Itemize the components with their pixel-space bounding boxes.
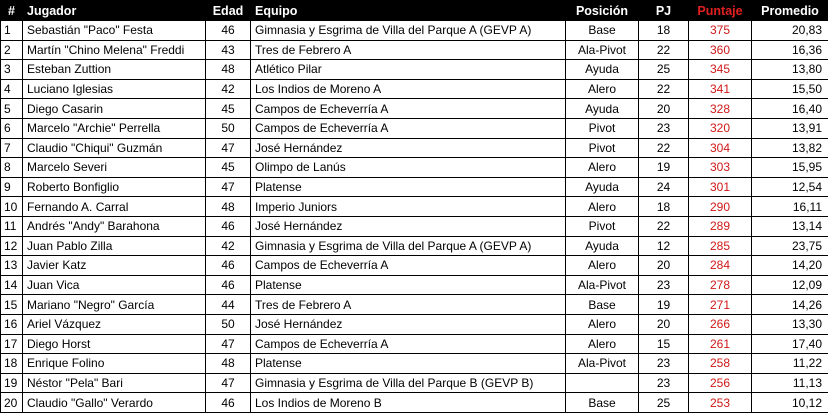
cell-average: 12,09 [752, 275, 828, 295]
header-average: Promedio [752, 1, 828, 21]
cell-games: 12 [639, 236, 689, 256]
table-row [1, 99, 828, 119]
table-row [1, 158, 828, 178]
cell-position: Base [566, 295, 639, 315]
cell-position: Ala-Pivot [566, 275, 639, 295]
cell-num: 11 [1, 216, 23, 236]
cell-team: Gimnasia y Esgrima de Villa del Parque A (GEVP A) [251, 21, 566, 41]
cell-games: 23 [639, 275, 689, 295]
cell-team: Los Indios de Moreno B [251, 393, 566, 413]
cell-games: 22 [639, 216, 689, 236]
cell-age: 44 [206, 295, 251, 315]
cell-player: Diego Casarin [23, 99, 206, 119]
cell-num: 18 [1, 354, 23, 374]
cell-average: 13,14 [752, 216, 828, 236]
cell-age: 46 [206, 21, 251, 41]
cell-average: 11,13 [752, 373, 828, 393]
cell-team: Campos de Echeverría A [251, 334, 566, 354]
cell-num: 19 [1, 373, 23, 393]
table-row [1, 275, 828, 295]
cell-average: 15,50 [752, 79, 828, 99]
cell-player: Néstor "Pela" Bari [23, 373, 206, 393]
cell-num: 10 [1, 197, 23, 217]
cell-points: 285 [689, 236, 752, 256]
cell-age: 48 [206, 197, 251, 217]
header-age: Edad [206, 1, 251, 21]
header-position: Posición [566, 1, 639, 21]
cell-position: Alero [566, 79, 639, 99]
cell-games: 15 [639, 334, 689, 354]
cell-player: Sebastián "Paco" Festa [23, 21, 206, 41]
cell-age: 45 [206, 158, 251, 178]
cell-position: Alero [566, 158, 639, 178]
cell-num: 13 [1, 256, 23, 276]
cell-player: Claudio "Gallo" Verardo [23, 393, 206, 413]
cell-num: 14 [1, 275, 23, 295]
cell-team: Gimnasia y Esgrima de Villa del Parque B (GEVP B) [251, 373, 566, 393]
cell-games: 20 [639, 256, 689, 276]
cell-player: Marcelo Severi [23, 158, 206, 178]
cell-points: 328 [689, 99, 752, 119]
cell-games: 24 [639, 177, 689, 197]
cell-num: 7 [1, 138, 23, 158]
table-row [1, 295, 828, 315]
table-row [1, 60, 828, 80]
cell-player: Diego Horst [23, 334, 206, 354]
cell-points: 345 [689, 60, 752, 80]
cell-player: Marcelo "Archie" Perrella [23, 118, 206, 138]
cell-age: 47 [206, 334, 251, 354]
table-row [1, 40, 828, 60]
header-row [1, 1, 828, 21]
cell-num: 6 [1, 118, 23, 138]
cell-player: Mariano "Negro" García [23, 295, 206, 315]
table-row [1, 373, 828, 393]
cell-position [566, 373, 639, 393]
cell-age: 46 [206, 275, 251, 295]
cell-points: 304 [689, 138, 752, 158]
cell-num: 17 [1, 334, 23, 354]
cell-average: 16,40 [752, 99, 828, 119]
cell-average: 12,54 [752, 177, 828, 197]
cell-average: 10,12 [752, 393, 828, 413]
cell-position: Ala-Pivot [566, 354, 639, 374]
cell-average: 13,91 [752, 118, 828, 138]
cell-num: 16 [1, 314, 23, 334]
cell-age: 47 [206, 373, 251, 393]
cell-age: 46 [206, 393, 251, 413]
cell-player: Juan Vica [23, 275, 206, 295]
cell-team: Atlético Pilar [251, 60, 566, 80]
table-row [1, 138, 828, 158]
header-points: Puntaje [689, 1, 752, 21]
cell-position: Alero [566, 334, 639, 354]
cell-points: 303 [689, 158, 752, 178]
cell-num: 2 [1, 40, 23, 60]
cell-team: Gimnasia y Esgrima de Villa del Parque A (GEVP A) [251, 236, 566, 256]
table-row [1, 118, 828, 138]
cell-games: 23 [639, 118, 689, 138]
header-num: # [1, 1, 23, 21]
cell-age: 50 [206, 118, 251, 138]
cell-average: 23,75 [752, 236, 828, 256]
cell-team: José Hernández [251, 216, 566, 236]
cell-points: 375 [689, 21, 752, 41]
cell-player: Juan Pablo Zilla [23, 236, 206, 256]
cell-age: 48 [206, 354, 251, 374]
cell-games: 20 [639, 314, 689, 334]
cell-age: 47 [206, 138, 251, 158]
cell-points: 360 [689, 40, 752, 60]
cell-position: Pivot [566, 216, 639, 236]
cell-num: 9 [1, 177, 23, 197]
cell-points: 289 [689, 216, 752, 236]
cell-player: Ariel Vázquez [23, 314, 206, 334]
cell-games: 23 [639, 373, 689, 393]
cell-team: Olimpo de Lanús [251, 158, 566, 178]
cell-player: Luciano Iglesias [23, 79, 206, 99]
header-team: Equipo [251, 1, 566, 21]
cell-games: 22 [639, 40, 689, 60]
cell-points: 290 [689, 197, 752, 217]
cell-points: 320 [689, 118, 752, 138]
cell-num: 15 [1, 295, 23, 315]
cell-team: Imperio Juniors [251, 197, 566, 217]
table-body [1, 21, 828, 413]
cell-points: 301 [689, 177, 752, 197]
cell-num: 3 [1, 60, 23, 80]
cell-position: Alero [566, 197, 639, 217]
cell-position: Ayuda [566, 60, 639, 80]
header-player: Jugador [23, 1, 206, 21]
cell-team: José Hernández [251, 138, 566, 158]
cell-age: 42 [206, 236, 251, 256]
cell-points: 258 [689, 354, 752, 374]
table-row [1, 236, 828, 256]
cell-average: 11,22 [752, 354, 828, 374]
cell-num: 12 [1, 236, 23, 256]
table-row [1, 256, 828, 276]
header-games: PJ [639, 1, 689, 21]
table-row [1, 177, 828, 197]
cell-player: Claudio "Chiqui" Guzmán [23, 138, 206, 158]
cell-games: 19 [639, 295, 689, 315]
cell-player: Javier Katz [23, 256, 206, 276]
table-row [1, 334, 828, 354]
cell-average: 16,36 [752, 40, 828, 60]
cell-team: Platense [251, 275, 566, 295]
cell-average: 16,11 [752, 197, 828, 217]
cell-average: 13,80 [752, 60, 828, 80]
cell-games: 18 [639, 21, 689, 41]
cell-team: Campos de Echeverría A [251, 99, 566, 119]
cell-player: Andrés "Andy" Barahona [23, 216, 206, 236]
cell-age: 47 [206, 177, 251, 197]
cell-age: 45 [206, 99, 251, 119]
cell-average: 14,26 [752, 295, 828, 315]
cell-position: Ala-Pivot [566, 40, 639, 60]
cell-team: Platense [251, 177, 566, 197]
cell-average: 14,20 [752, 256, 828, 276]
cell-position: Ayuda [566, 177, 639, 197]
cell-average: 20,83 [752, 21, 828, 41]
cell-num: 8 [1, 158, 23, 178]
cell-team: Campos de Echeverría A [251, 256, 566, 276]
table-row [1, 354, 828, 374]
cell-age: 46 [206, 256, 251, 276]
cell-average: 13,30 [752, 314, 828, 334]
cell-games: 22 [639, 138, 689, 158]
table-row [1, 216, 828, 236]
cell-points: 284 [689, 256, 752, 276]
cell-age: 48 [206, 60, 251, 80]
cell-games: 25 [639, 60, 689, 80]
cell-player: Enrique Folino [23, 354, 206, 374]
cell-games: 20 [639, 99, 689, 119]
cell-player: Martín "Chino Melena" Freddi [23, 40, 206, 60]
table-row [1, 197, 828, 217]
cell-player: Roberto Bonfiglio [23, 177, 206, 197]
cell-points: 341 [689, 79, 752, 99]
cell-position: Base [566, 393, 639, 413]
cell-age: 43 [206, 40, 251, 60]
cell-position: Pivot [566, 118, 639, 138]
cell-games: 25 [639, 393, 689, 413]
cell-points: 253 [689, 393, 752, 413]
cell-points: 271 [689, 295, 752, 315]
cell-num: 4 [1, 79, 23, 99]
cell-games: 18 [639, 197, 689, 217]
cell-average: 15,95 [752, 158, 828, 178]
cell-team: Tres de Febrero A [251, 40, 566, 60]
cell-player: Esteban Zuttion [23, 60, 206, 80]
cell-position: Alero [566, 314, 639, 334]
cell-team: Los Indios de Moreno A [251, 79, 566, 99]
cell-games: 22 [639, 79, 689, 99]
cell-team: Campos de Echeverría A [251, 118, 566, 138]
table-row [1, 21, 828, 41]
cell-age: 46 [206, 216, 251, 236]
cell-points: 261 [689, 334, 752, 354]
cell-points: 256 [689, 373, 752, 393]
table-header [1, 1, 828, 21]
cell-position: Alero [566, 256, 639, 276]
cell-position: Ayuda [566, 99, 639, 119]
cell-num: 20 [1, 393, 23, 413]
cell-team: José Hernández [251, 314, 566, 334]
table-row [1, 79, 828, 99]
table-row [1, 393, 828, 413]
cell-games: 19 [639, 158, 689, 178]
cell-player: Fernando A. Carral [23, 197, 206, 217]
cell-points: 266 [689, 314, 752, 334]
cell-average: 17,40 [752, 334, 828, 354]
cell-age: 42 [206, 79, 251, 99]
cell-position: Base [566, 21, 639, 41]
cell-num: 5 [1, 99, 23, 119]
cell-team: Platense [251, 354, 566, 374]
cell-age: 50 [206, 314, 251, 334]
cell-num: 1 [1, 21, 23, 41]
cell-position: Ayuda [566, 236, 639, 256]
cell-team: Tres de Febrero A [251, 295, 566, 315]
cell-games: 23 [639, 354, 689, 374]
cell-average: 13,82 [752, 138, 828, 158]
cell-points: 278 [689, 275, 752, 295]
table-row [1, 314, 828, 334]
cell-position: Pivot [566, 138, 639, 158]
